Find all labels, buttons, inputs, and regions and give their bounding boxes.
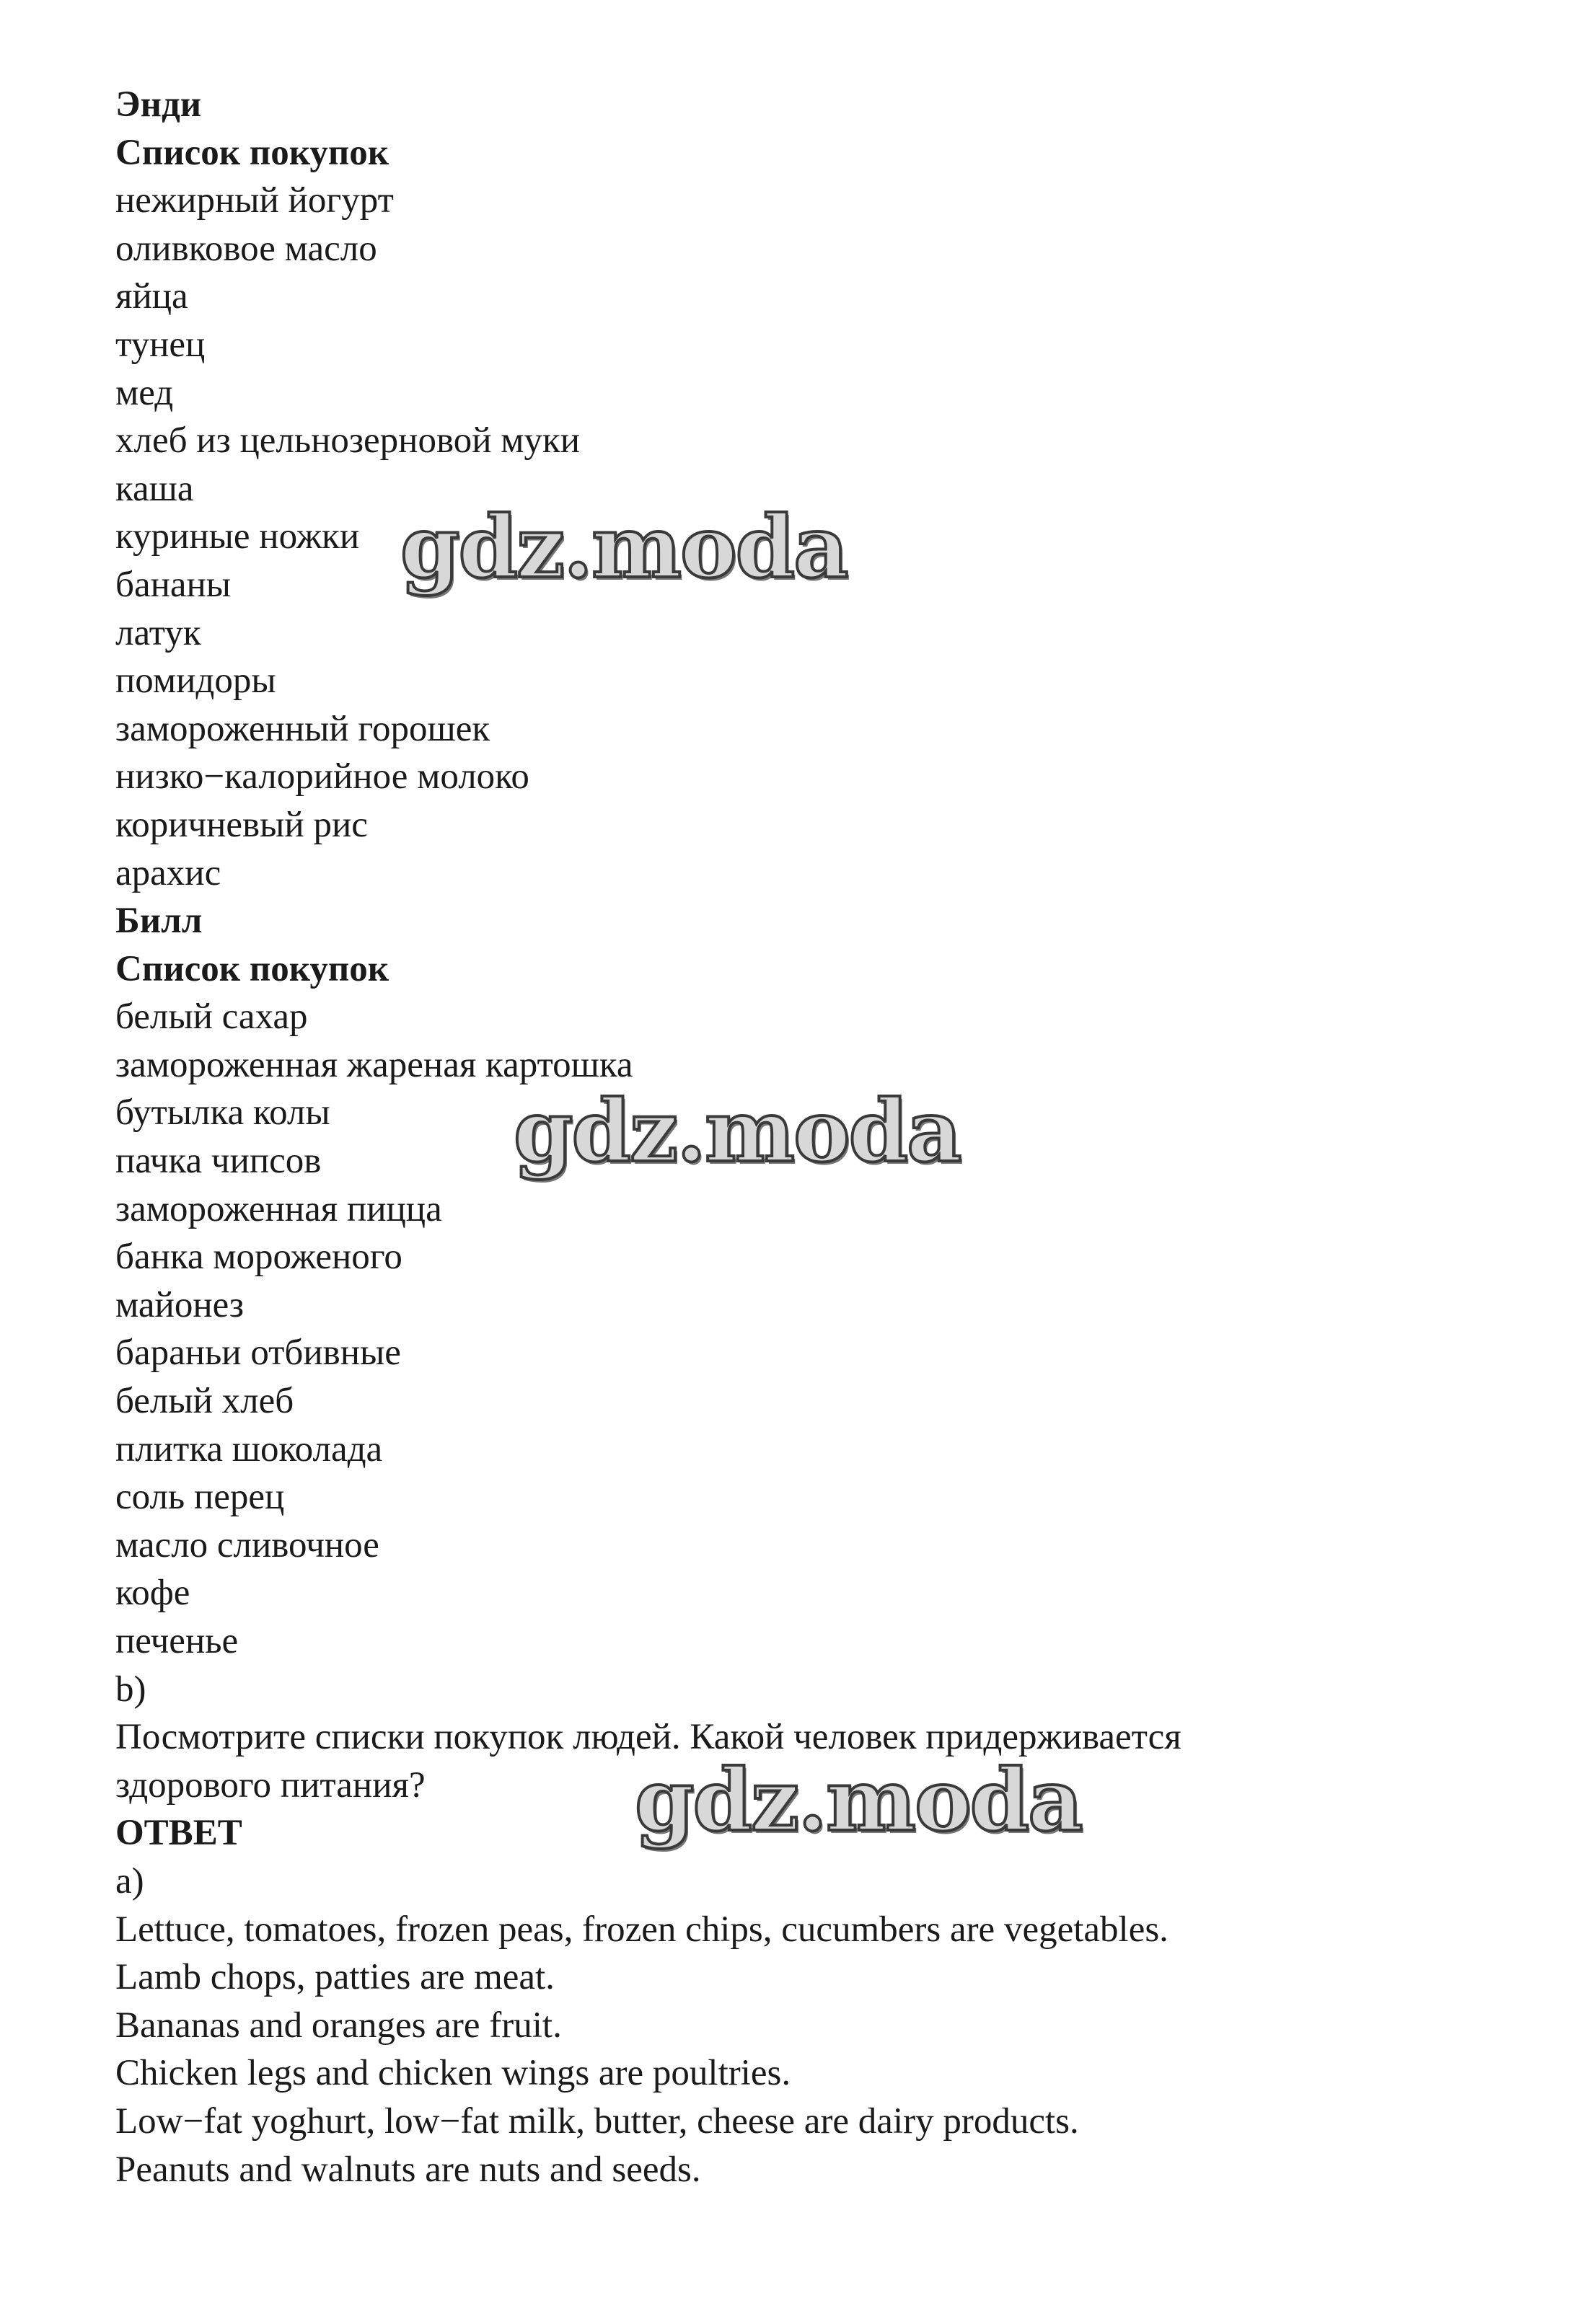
andy-item: низко−калорийное молоко [115,756,529,798]
andy-item: куриные ножки [115,516,360,557]
bill-item: бутылка колы [115,1092,330,1134]
bill-name: Билл [115,901,203,942]
bill-item: плитка шоколада [115,1428,383,1470]
andy-item: мед [115,372,174,413]
bill-item: бараньи отбивные [115,1333,401,1374]
bill-item: пачка чипсов [115,1141,322,1182]
andy-item: замороженный горошек [115,708,490,749]
task-b-question: Посмотрите списки покупок людей. Какой человек придерживается [115,1717,1181,1758]
answer-heading: ОТВЕТ [115,1813,242,1854]
andy-name: Энди [115,84,202,125]
bill-item: белый сахар [115,997,308,1038]
andy-item: тунец [115,324,206,365]
answer-line: Peanuts and walnuts are nuts and seeds. [115,2149,701,2190]
andy-item: коричневый рис [115,804,368,845]
andy-item: латук [115,612,201,653]
bill-item: замороженная жареная картошка [115,1044,633,1085]
andy-item: помидоры [115,660,276,702]
andy-list-title: Список покупок [115,132,389,173]
task-b-label: b) [115,1669,146,1710]
answer-label: a) [115,1860,144,1901]
bill-list-title: Список покупок [115,948,389,989]
bill-item: печенье [115,1621,239,1661]
bill-item: майонез [115,1284,245,1325]
watermark: gdz.moda [400,497,848,597]
bill-item: масло сливочное [115,1524,379,1565]
task-b-question-continued: здорового питания? [115,1764,426,1806]
andy-item: арахис [115,852,221,893]
bill-item: замороженная пицца [115,1188,442,1229]
andy-item: бананы [115,564,232,605]
bill-item: кофе [115,1573,190,1614]
answer-line: Low−fat yoghurt, low−fat milk, butter, cheese are dairy products. [115,2100,1079,2142]
answer-line: Lettuce, tomatoes, frozen peas, frozen chips, cucumbers are vegetables. [115,1909,1168,1950]
bill-item: белый хлеб [115,1381,294,1422]
andy-item: каша [115,468,194,509]
watermark: gdz.moda [635,1750,1082,1850]
bill-item: банка мороженого [115,1237,402,1278]
andy-item: яйца [115,276,188,317]
watermark: gdz.moda [514,1081,961,1181]
andy-item: хлеб из цельнозерновой муки [115,420,581,461]
answer-line: Chicken legs and chicken wings are poultries. [115,2053,791,2094]
andy-item: оливковое масло [115,228,377,269]
bill-item: соль перец [115,1477,285,1518]
answer-line: Bananas and oranges are fruit. [115,2005,562,2046]
answer-line: Lamb chops, patties are meat. [115,1957,555,1998]
andy-item: нежирный йогурт [115,180,394,221]
